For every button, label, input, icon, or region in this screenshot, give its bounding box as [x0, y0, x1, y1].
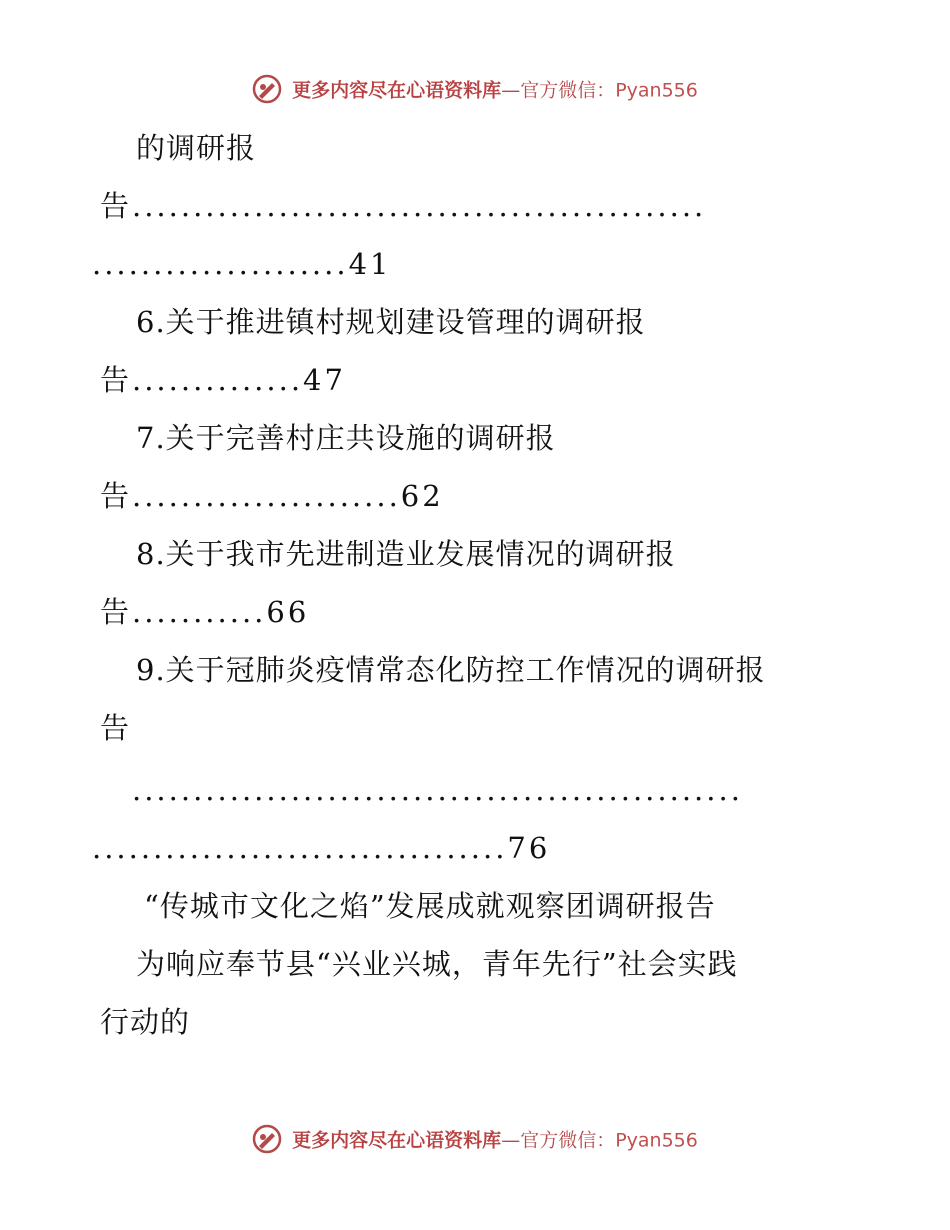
watermark-site: 更多内容尽在心语资料库: [292, 79, 502, 102]
toc-entry-8: 8.关于我市先进制造业发展情况的调研报: [136, 537, 676, 571]
watermark-footer: [0, 1124, 950, 1154]
toc-entry-9-page: ..................................76: [92, 831, 551, 865]
watermark-site: 更多内容尽在心语资料库: [292, 1129, 502, 1152]
toc-entry-7-leader: 告......................62: [100, 479, 444, 513]
toc-leader-line: 告...............................................: [100, 189, 707, 223]
watermark-wechat-label: 官方微信：: [520, 79, 616, 102]
watermark-text: [292, 80, 698, 102]
watermark-header: [0, 74, 950, 104]
paragraph-line: 行动的: [100, 1005, 191, 1039]
toc-entry-9: 9.关于冠肺炎疫情常态化防控工作情况的调研报: [136, 653, 766, 687]
toc-entry-7: 7.关于完善村庄共设施的调研报: [136, 421, 556, 455]
watermark-wechat-id: Pyan556: [615, 1129, 698, 1152]
paragraph-line: 为响应奉节县“兴业兴城，青年先行”社会实践: [136, 947, 738, 981]
toc-page-line: .....................41: [92, 247, 392, 281]
toc-entry-9-tail: 告: [100, 711, 131, 745]
watermark-separator: —: [501, 79, 521, 102]
toc-line: 的调研报: [136, 131, 257, 165]
quill-logo-icon: [252, 74, 282, 104]
quill-logo-icon: [252, 1124, 282, 1154]
toc-entry-6-leader: 告..............47: [100, 363, 346, 397]
toc-entry-8-leader: 告...........66: [100, 595, 310, 629]
toc-entry-6: 6.关于推进镇村规划建设管理的调研报: [136, 305, 646, 339]
section-title: “传城市文化之焰”发展成就观察团调研报告: [144, 889, 716, 923]
watermark-text: [292, 1130, 698, 1152]
toc-entry-9-leader: ..................................................: [132, 773, 743, 807]
watermark-separator: —: [501, 1129, 521, 1152]
watermark-wechat-id: Pyan556: [615, 79, 698, 102]
watermark-wechat-label: 官方微信：: [520, 1129, 616, 1152]
